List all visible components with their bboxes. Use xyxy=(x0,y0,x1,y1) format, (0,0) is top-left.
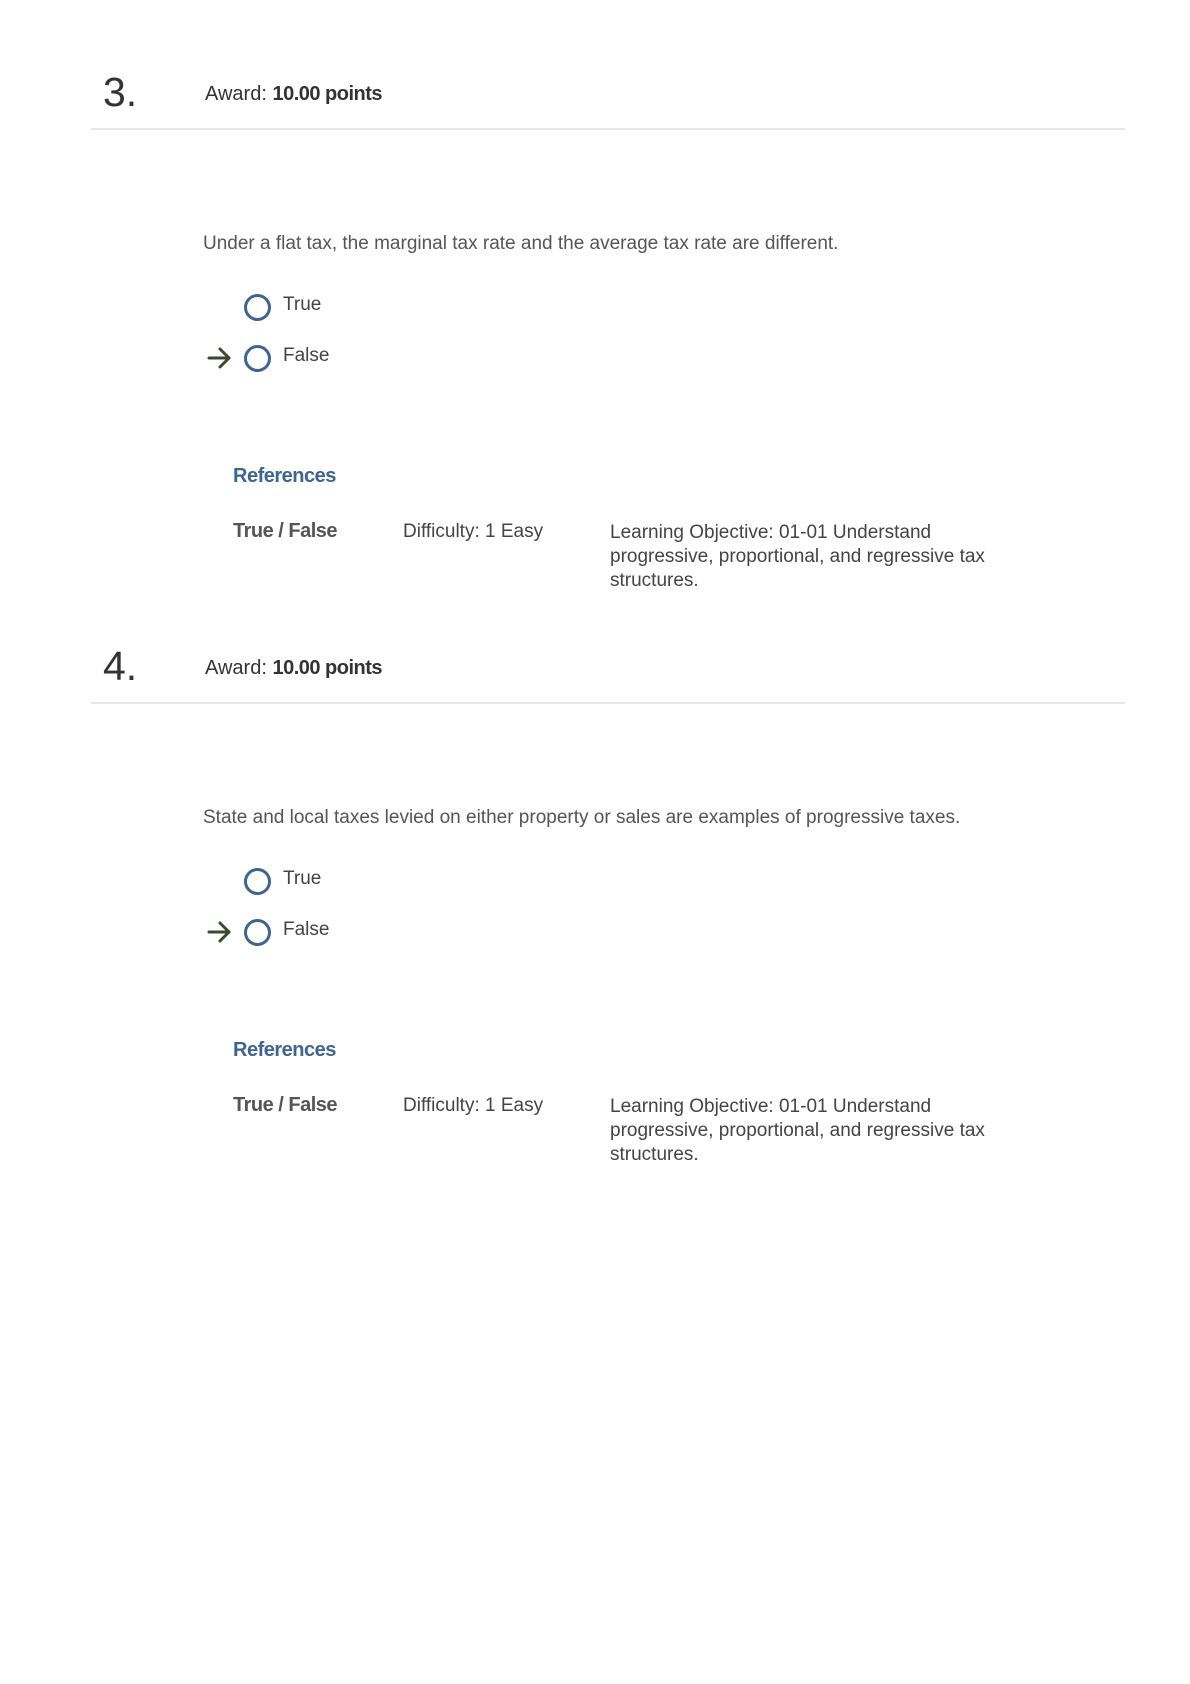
reference-difficulty: Difficulty: 1 Easy xyxy=(403,521,544,542)
option-label: False xyxy=(283,345,330,366)
option-label: True xyxy=(283,868,322,889)
option-true[interactable] xyxy=(200,292,500,322)
arrow-right-icon xyxy=(206,344,234,372)
award-value: 10.00 points xyxy=(272,657,383,679)
radio-button-icon[interactable] xyxy=(244,345,271,372)
radio-button-icon[interactable] xyxy=(244,919,271,946)
reference-question-type: True / False xyxy=(233,520,338,542)
question-divider xyxy=(91,702,1125,704)
option-false[interactable] xyxy=(200,343,500,373)
reference-difficulty: Difficulty: 1 Easy xyxy=(403,1095,544,1116)
question-number: 4. xyxy=(103,643,138,689)
reference-learning-objective: Learning Objective: 01-01 Understand progressive, proportional, and regressive tax structures. xyxy=(610,522,985,591)
reference-learning-objective: Learning Objective: 01-01 Understand progressive, proportional, and regressive tax structures. xyxy=(610,1096,985,1165)
radio-button-icon[interactable] xyxy=(244,294,271,321)
question-divider xyxy=(91,128,1125,130)
question-3 xyxy=(0,0,1190,591)
question-text: State and local taxes levied on either property or sales are examples of progressive taxes. xyxy=(203,807,961,828)
option-label: False xyxy=(283,919,330,940)
option-false[interactable] xyxy=(200,917,500,947)
award xyxy=(205,83,382,106)
option-true[interactable] xyxy=(200,866,500,896)
award-value: 10.00 points xyxy=(272,83,383,105)
question-4 xyxy=(0,574,1190,1165)
question-text: Under a flat tax, the marginal tax rate and the average tax rate are different. xyxy=(203,233,839,254)
question-number: 3. xyxy=(103,69,138,115)
references-title[interactable]: References xyxy=(233,465,336,487)
reference-question-type: True / False xyxy=(233,1094,338,1116)
award xyxy=(205,657,382,680)
award-label: Award: xyxy=(205,657,267,679)
award-label: Award: xyxy=(205,83,267,105)
option-label: True xyxy=(283,294,322,315)
references-title[interactable]: References xyxy=(233,1039,336,1061)
arrow-right-icon xyxy=(206,918,234,946)
radio-button-icon[interactable] xyxy=(244,868,271,895)
